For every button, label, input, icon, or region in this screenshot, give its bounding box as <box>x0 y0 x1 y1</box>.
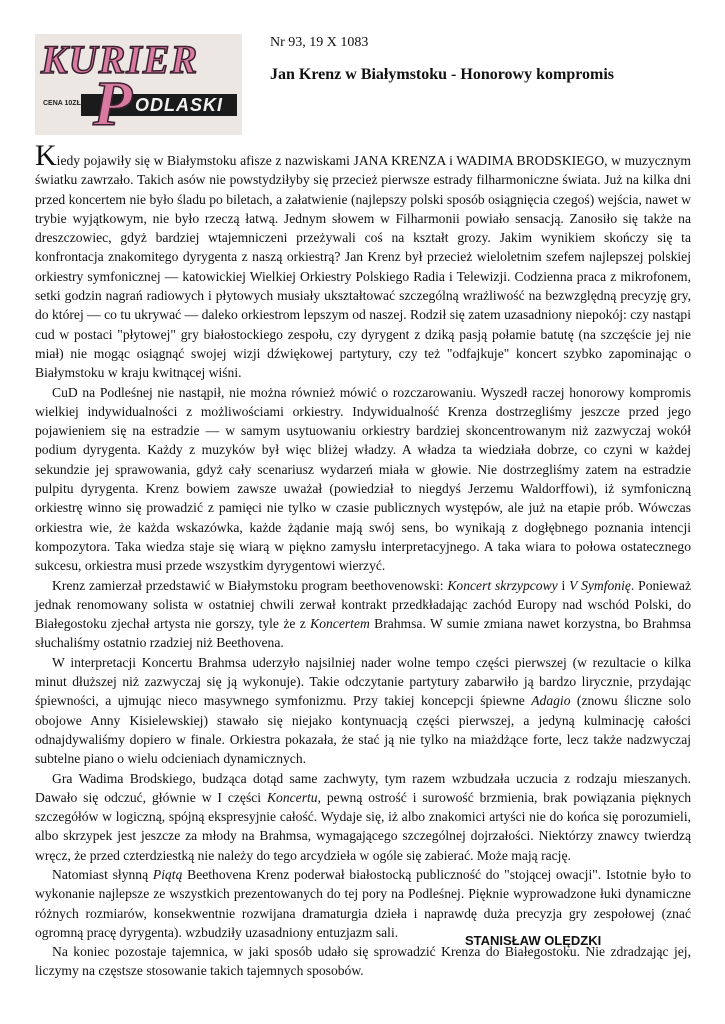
paragraph-1: Kiedy pojawiły się w Białymstoku afisze z nazwiskami JANA KRENZA i WADIMA BRODSKIEGO, w muzycznym światku zawrzało. Takich asów nie powstydziłyby się przecież pierwsze estrady filharmoniczne świata. Już na kilka dni przed koncertem nie było śladu po biletach, a załatwienie (najlepszy polski sposób osiągnięcia czegoś) wejścia, nawet w trybie wyjątkowym, nie było rzeczą łatwą. Jednym słowem w Filharmonii powiało sensacją. Zanosiło się także na dreszczowiec, gdyż bardziej wtajemniczeni przeżywali coś na kształt grozy. Jakim wynikiem skończy się ta konfrontacja znakomitego dyrygenta z naszą orkiestrą? Jan Krenz był przecież wieloletnim szefem najlepszej polskiej orkiestry symfonicznej — katowickiej Wielkiej Orkiestry Polskiego Radia i Telewizji. Codzienna praca z mikrofonem, setki godzin nagrań radiowych i płytowych musiały ukształtować szczególną wrażliwość na bezwzględną precyzję gry, do której — co tu ukrywać — daleko orkiestrom lepszym od naszej. Rodził się zatem uzasadniony niepokój: czy nastąpi cud w postaci "płytowej" gry białostockiego zespołu, czy dyrygent z dziką pasją połamie batutę (na szczęście jej nie miał) nie mogąc osiągnąć swojej wizji dźwiękowej partytury, czy też "odfajkuje" koncert szybko zapominając o Białymstoku w kraju kwitnącej wiśni. <box>35 139 691 381</box>
logo-podlaski: ODLASKI <box>135 95 223 115</box>
logo-price: CENA 10ZŁ <box>43 100 81 107</box>
paragraph-4: W interpretacji Koncertu Brahmsa uderzyło najsilniej nader wolne tempo części pierwszej (w rezultacie o kilka minut dłuższej niż zazwyczaj się ją wykonuje). Takie odczytanie partytury zabarwiło ją bardzo lirycznie, przydając śpiewności, a ujmując nieco masywnego symfonizmu. Przy takiej koncepcji śpiewne Adagio (znowu śliczne solo obojowe Anny Kisielewskiej) stawało się niejako kontynuacją części pierwszej, a jedyną kulminację całości odnajdywaliśmy dopiero w finale. Orkiestra pokazała, że stać ją nie tylko na miażdżące forte, lecz także nadzwyczaj subtelne piano o wielu odcieniach dynamicznych. <box>35 654 691 767</box>
paragraph-7: Na koniec pozostaje tajemnica, w jaki sposób udało się sprowadzić Krenza do Białegostoku. Nie zdradzając jej, liczymy na częstsze stosowanie takich tajemnych sposobów. <box>35 944 691 979</box>
paragraph-5: Gra Wadima Brodskiego, budząca dotąd same zachwyty, tym razem wzbudzała uczucia z rodzaju mieszanych. Dawało się odczuć, głównie w I części Koncertu, pewną ostrość i surowość brzmienia, brak powiązania pięknych szczegółów w logiczną, spójną ekspresyjnie całość. Wydaje się, iż albo znakomici artyści nie do końca się porozumieli, albo skrzypek jest jeszcze za młody na Brahmsa, wymagającego szczególnej dojrzałości. Niektórzy znawcy twierdzą wręcz, że przed czterdziestką nie należy do tego arcydzieła w ogóle się zabierać. Może mają rację. <box>35 770 691 863</box>
paragraph-3: Krenz zamierzał przedstawić w Białymstoku program beethovenowski: Koncert skrzypcowy i V Symfonię. Ponieważ jednak renomowany solista w ostatniej chwili zerwał kontrakt przedkładając zachód Europy nad wschód Polski, do Białegostoku zjechał artysta nie gorszy, tyle że z Koncertem Brahmsa. W sumie zmiana nawet korzystna, bo Brahmsa słuchaliśmy ostatnio rzadziej niż Beethovena. <box>35 577 692 651</box>
article-body <box>35 139 692 981</box>
drop-cap: K <box>35 139 57 172</box>
author-signature: STANISŁAW OLĘDZKI <box>465 933 602 948</box>
logo-kurier: KURIER <box>41 37 199 82</box>
logo-letter-p: P <box>93 68 134 135</box>
paragraph-2: CuD na Podleśnej nie nastąpił, nie można również mówić o rozczarowaniu. Wyszedł raczej honorowy kompromis wielkiej indywidualności z możliwościami orkiestry. Indywidualność Krenza dostrzegliśmy jeszcze przed jego pojawieniem się na estradzie — w samym usytuowaniu orkiestry bardziej skoncentrowanym niż zazwyczaj wokół podium dyrygenta. Każdy z muzyków był więc bliżej władzy. A władza ta wiedziała dobrze, co czyni w każdej sekundzie jej sprawowania, gdyż cały scenariusz wydarzeń miała w głowie. Nie dostrzegliśmy zatem na estradzie pulpitu dyrygenta. Krenz bowiem zawsze uważał (powiedział to niegdyś Jerzemu Waldorffowi), iż symfoniczną orkiestrę winno się prowadzić z pamięci nie tylko w czasie publicznych występów, ale już na etapie prób. Wówczas orkiestra wie, że każda wskazówka, każde żądanie mają swój sens, bo wynikają z dogłębnego poznania intencji kompozytora. Taka wiedza staje się wiarą w piękno zamysłu interpretacyjnego. A taka wiara to połowa ostatecznego sukcesu, orkiestra musi przede wszystkim dyrygentowi wierzyć. <box>35 384 691 574</box>
article-title: Jan Krenz w Białymstoku - Honorowy kompromis <box>270 66 615 83</box>
paragraph-6: Natomiast słynną Piątą Beethovena Krenz poderwał białostocką publiczność do "stojącej owacji". Istotnie było to wykonanie najlepsze ze wszystkich prezentowanych do tej pory na Podleśnej. Pięknie wyprowadzone łuki dynamiczne różnych rozmiarów, konsekwentnie rozwijana dramaturgia dzieła i naprawdę duża precyzja gry zespołowej (znać ogromną pracę dyrygenta). wzbudziły uzasadniony entuzjazm sali. <box>35 866 692 940</box>
newspaper-logo <box>35 34 242 135</box>
issue-number: Nr 93, 19 X 1083 <box>270 35 369 50</box>
